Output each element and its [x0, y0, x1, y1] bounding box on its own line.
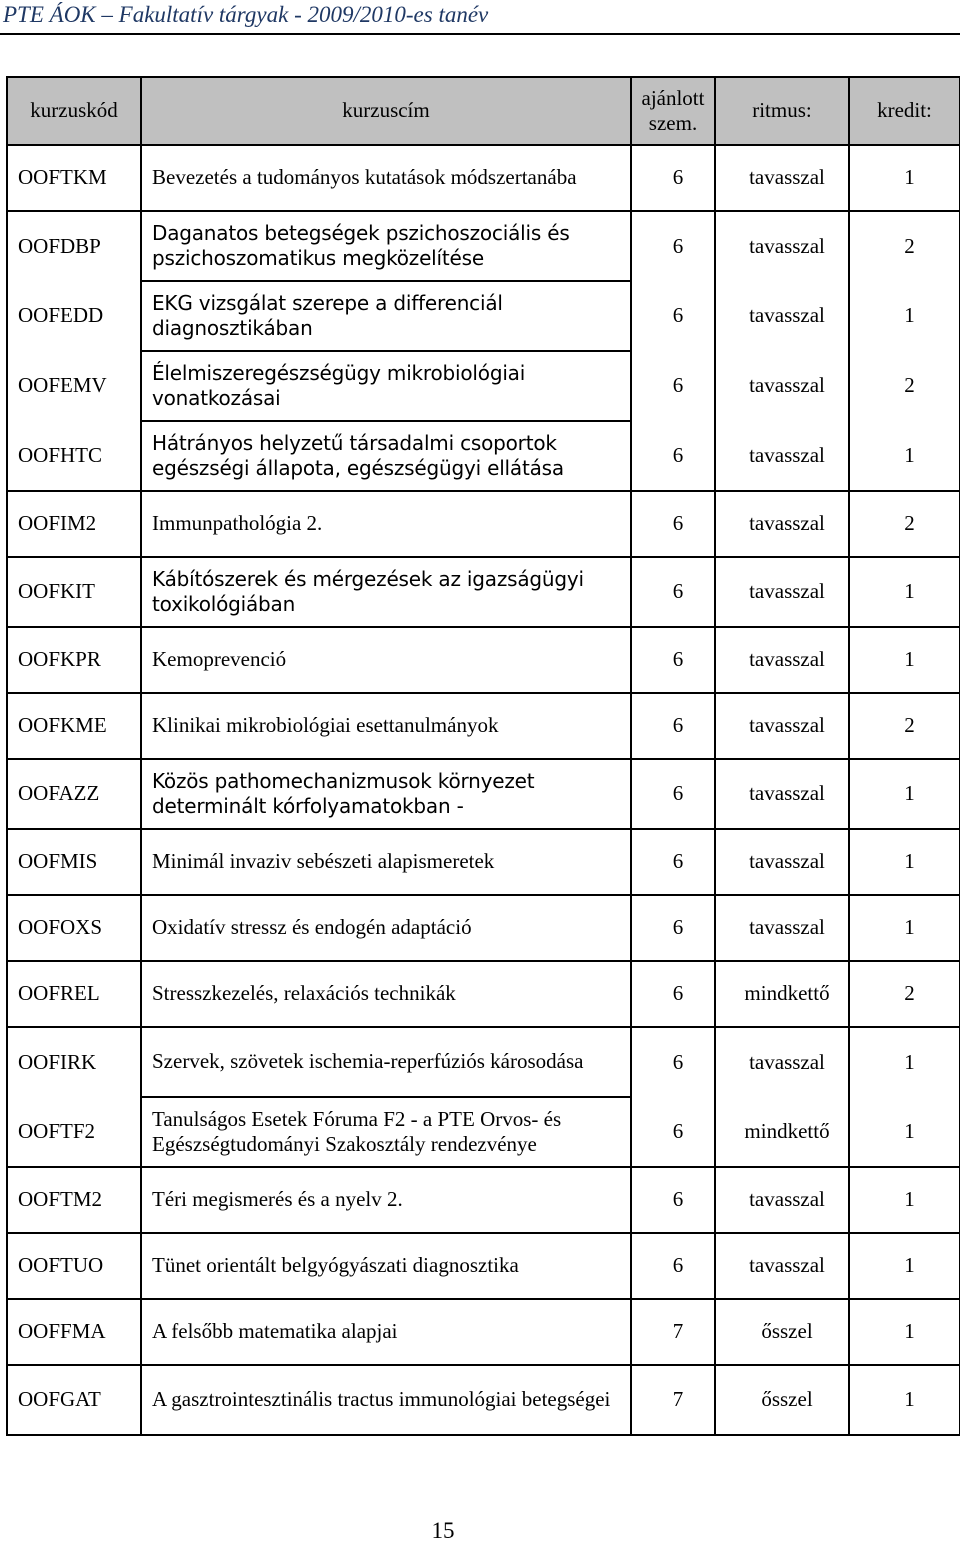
course-rhythm: tavasszal: [715, 627, 849, 693]
course-title: Minimál invaziv sebészeti alapismeretek: [141, 829, 631, 895]
course-rhythm: tavasszal: [715, 1027, 849, 1097]
courses-table: [6, 76, 960, 1436]
course-credit: 1: [849, 421, 960, 491]
table-row: [7, 1167, 960, 1233]
course-credit: 1: [849, 281, 960, 351]
course-title: A gasztrointesztinális tractus immunológiai betegségei: [141, 1365, 631, 1435]
table-row: [7, 1365, 960, 1435]
page-header: [0, 0, 960, 35]
recommended-semester: 6: [631, 491, 715, 557]
course-title: EKG vizsgálat szerepe a differenciál diagnosztikában: [141, 281, 631, 351]
course-title: A felsőbb matematika alapjai: [141, 1299, 631, 1365]
course-code: OOFIRK: [7, 1027, 141, 1097]
course-code: OOFTF2: [7, 1097, 141, 1167]
recommended-semester: 6: [631, 1027, 715, 1097]
course-credit: 1: [849, 145, 960, 211]
course-rhythm: mindkettő: [715, 961, 849, 1027]
column-header-credit: kredit:: [849, 77, 960, 145]
course-credit: 1: [849, 829, 960, 895]
table-row: [7, 491, 960, 557]
course-code: OOFAZZ: [7, 759, 141, 829]
course-code: OOFTUO: [7, 1233, 141, 1299]
column-header-rhythm: ritmus:: [715, 77, 849, 145]
course-rhythm: tavasszal: [715, 421, 849, 491]
course-title: Kábítószerek és mérgezések az igazságügyi toxikológiában: [141, 557, 631, 627]
course-credit: 2: [849, 491, 960, 557]
course-code: OOFKME: [7, 693, 141, 759]
course-title: Daganatos betegségek pszichoszociális és pszichoszomatikus megközelítése: [141, 211, 631, 281]
course-rhythm: tavasszal: [715, 557, 849, 627]
course-code: OOFEDD: [7, 281, 141, 351]
course-credit: 1: [849, 895, 960, 961]
recommended-semester: 6: [631, 557, 715, 627]
recommended-semester: 6: [631, 1097, 715, 1167]
recommended-semester: 7: [631, 1299, 715, 1365]
header-text: PTE ÁOK – Fakultatív tárgyak - 2009/2010-es tanév: [3, 2, 489, 27]
table-row: [7, 211, 960, 281]
recommended-semester: 6: [631, 1167, 715, 1233]
recommended-semester: 6: [631, 759, 715, 829]
course-credit: 1: [849, 1299, 960, 1365]
course-credit: 2: [849, 961, 960, 1027]
course-code: OOFREL: [7, 961, 141, 1027]
course-rhythm: mindkettő: [715, 1097, 849, 1167]
course-code: OOFKIT: [7, 557, 141, 627]
table-row: [7, 557, 960, 627]
course-code: OOFKPR: [7, 627, 141, 693]
course-credit: 2: [849, 211, 960, 281]
recommended-semester: 6: [631, 211, 715, 281]
course-rhythm: tavasszal: [715, 145, 849, 211]
course-code: OOFEMV: [7, 351, 141, 421]
table-row: [7, 421, 960, 491]
recommended-semester: 6: [631, 421, 715, 491]
recommended-semester: 6: [631, 961, 715, 1027]
recommended-semester: 6: [631, 351, 715, 421]
course-code: OOFGAT: [7, 1365, 141, 1435]
table-row: [7, 627, 960, 693]
course-title: Tanulságos Esetek Fóruma F2 - a PTE Orvos- és Egészségtudományi Szakosztály rendezvénye: [141, 1097, 631, 1167]
course-credit: 1: [849, 1027, 960, 1097]
recommended-semester: 6: [631, 895, 715, 961]
course-rhythm: tavasszal: [715, 491, 849, 557]
table-row: [7, 1097, 960, 1167]
course-code: OOFTKM: [7, 145, 141, 211]
course-title: Élelmiszeregészségügy mikrobiológiai vonatkozásai: [141, 351, 631, 421]
course-rhythm: tavasszal: [715, 281, 849, 351]
course-credit: 1: [849, 1097, 960, 1167]
table-row: [7, 281, 960, 351]
course-code: OOFOXS: [7, 895, 141, 961]
course-credit: 1: [849, 1167, 960, 1233]
course-credit: 1: [849, 1365, 960, 1435]
course-code: OOFDBP: [7, 211, 141, 281]
course-credit: 1: [849, 557, 960, 627]
course-credit: 1: [849, 627, 960, 693]
course-code: OOFHTC: [7, 421, 141, 491]
recommended-semester: 6: [631, 281, 715, 351]
course-credit: 2: [849, 351, 960, 421]
table-row: [7, 829, 960, 895]
course-rhythm: tavasszal: [715, 693, 849, 759]
course-rhythm: ősszel: [715, 1299, 849, 1365]
course-code: OOFTM2: [7, 1167, 141, 1233]
column-header-semester: ajánlott szem.: [631, 77, 715, 145]
course-rhythm: ősszel: [715, 1365, 849, 1435]
table-row: [7, 145, 960, 211]
recommended-semester: 6: [631, 145, 715, 211]
table-row: [7, 351, 960, 421]
course-title: Stresszkezelés, relaxációs technikák: [141, 961, 631, 1027]
page-number: 15: [431, 1518, 455, 1543]
recommended-semester: 6: [631, 627, 715, 693]
table-row: [7, 895, 960, 961]
recommended-semester: 7: [631, 1365, 715, 1435]
table-row: [7, 961, 960, 1027]
column-header-title: kurzuscím: [141, 77, 631, 145]
course-code: OOFMIS: [7, 829, 141, 895]
course-rhythm: tavasszal: [715, 895, 849, 961]
course-rhythm: tavasszal: [715, 351, 849, 421]
table-row: [7, 1233, 960, 1299]
course-title: Téri megismerés és a nyelv 2.: [141, 1167, 631, 1233]
course-rhythm: tavasszal: [715, 1167, 849, 1233]
course-code: OOFFMA: [7, 1299, 141, 1365]
course-rhythm: tavasszal: [715, 759, 849, 829]
course-title: Kemoprevenció: [141, 627, 631, 693]
table-row: [7, 759, 960, 829]
course-rhythm: tavasszal: [715, 211, 849, 281]
course-title: Hátrányos helyzetű társadalmi csoportok egészségi állapota, egészségügyi ellátása: [141, 421, 631, 491]
table-row: [7, 693, 960, 759]
recommended-semester: 6: [631, 829, 715, 895]
course-title: Klinikai mikrobiológiai esettanulmányok: [141, 693, 631, 759]
course-title: Bevezetés a tudományos kutatások módszertanába: [141, 145, 631, 211]
course-credit: 1: [849, 759, 960, 829]
table-row: [7, 1027, 960, 1097]
course-title: Szervek, szövetek ischemia-reperfúziós károsodása: [141, 1027, 631, 1097]
course-title: Oxidatív stressz és endogén adaptáció: [141, 895, 631, 961]
table-row: [7, 1299, 960, 1365]
course-credit: 2: [849, 693, 960, 759]
course-credit: 1: [849, 1233, 960, 1299]
course-title: Immunpathológia 2.: [141, 491, 631, 557]
course-title: Tünet orientált belgyógyászati diagnosztika: [141, 1233, 631, 1299]
recommended-semester: 6: [631, 1233, 715, 1299]
course-title: Közös pathomechanizmusok környezet determinált kórfolyamatokban -: [141, 759, 631, 829]
recommended-semester: 6: [631, 693, 715, 759]
column-header-code: kurzuskód: [7, 77, 141, 145]
table-header-row: [7, 77, 960, 145]
course-code: OOFIM2: [7, 491, 141, 557]
course-rhythm: tavasszal: [715, 1233, 849, 1299]
course-rhythm: tavasszal: [715, 829, 849, 895]
